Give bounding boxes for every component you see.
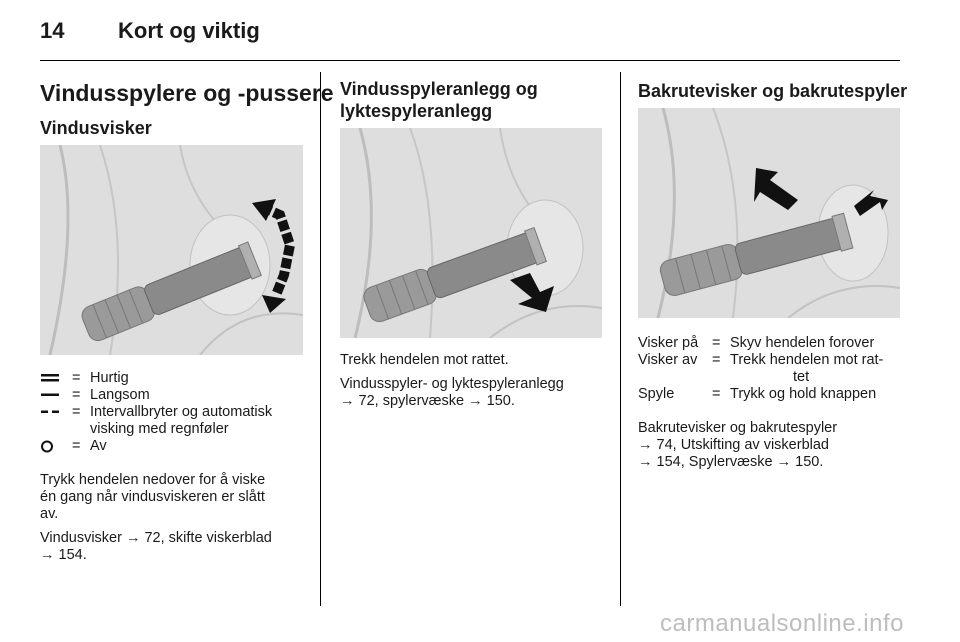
table-row bbox=[638, 352, 900, 386]
table-key: Visker på bbox=[638, 335, 699, 351]
cross-reference: → 154, Spylervæske → 150. bbox=[638, 454, 824, 470]
table-value: Skyv hendelen forover bbox=[730, 335, 875, 351]
cross-reference: Vindusvisker → 72, skifte viskerblad bbox=[40, 530, 272, 546]
paragraph-line: Trykk hendelen nedover for å viske bbox=[40, 472, 266, 488]
section-title: Vindusspyleranlegg og bbox=[340, 79, 538, 99]
legend-row bbox=[40, 438, 310, 455]
paragraph-line: Trekk hendelen mot rattet. bbox=[340, 352, 509, 368]
dashed-line-icon bbox=[40, 406, 62, 418]
table-eq: = bbox=[712, 352, 721, 368]
legend-eq: = bbox=[72, 404, 81, 420]
double-line-icon bbox=[40, 372, 62, 384]
legend-value: Av bbox=[90, 438, 107, 454]
table-row bbox=[638, 386, 900, 403]
table-eq: = bbox=[712, 386, 721, 402]
table-key: Spyle bbox=[638, 386, 675, 402]
cross-reference: Vindusspyler- og lyktespyleranlegg bbox=[340, 376, 564, 392]
legend-value: Hurtig bbox=[90, 370, 129, 386]
header-rule bbox=[40, 60, 900, 61]
legend-value: visking med regnføler bbox=[90, 421, 229, 437]
paragraph-line: av. bbox=[40, 506, 59, 522]
legend-row bbox=[40, 370, 310, 387]
table-row bbox=[638, 335, 900, 352]
watermark: carmanualsonline.info bbox=[660, 610, 904, 637]
legend-eq: = bbox=[72, 370, 81, 386]
page-number: 14 bbox=[40, 18, 65, 43]
legend-value: Langsom bbox=[90, 387, 150, 403]
table-key: Visker av bbox=[638, 352, 698, 368]
legend-eq: = bbox=[72, 438, 81, 454]
legend-row bbox=[40, 387, 310, 404]
cross-reference: Bakrutevisker og bakrutespyler bbox=[638, 420, 838, 436]
cross-reference: → 74, Utskifting av viskerblad bbox=[638, 437, 829, 453]
section-title: lyktespyleranlegg bbox=[340, 101, 493, 121]
table-value: Trekk hendelen mot rat- bbox=[730, 352, 884, 368]
column-divider bbox=[320, 72, 321, 606]
table-value: Trykk og hold knappen bbox=[730, 386, 877, 402]
cross-reference: → 154. bbox=[40, 547, 87, 563]
section-title: Vindusspylere og -pussere bbox=[40, 80, 334, 106]
washer-lever-illustration bbox=[340, 128, 602, 338]
table-eq: = bbox=[712, 335, 721, 351]
rear-wiper-illustration bbox=[638, 108, 900, 318]
cross-reference: → 72, spylervæske → 150. bbox=[340, 393, 515, 409]
column-divider bbox=[620, 72, 621, 606]
chapter-title: Kort og viktig bbox=[118, 18, 260, 43]
single-line-icon bbox=[40, 389, 62, 401]
legend-eq: = bbox=[72, 387, 81, 403]
circle-off-icon bbox=[40, 440, 62, 454]
section-title: Bakrutevisker og bakrutespyler bbox=[638, 81, 908, 101]
section-subtitle: Vindusvisker bbox=[40, 118, 152, 138]
legend-value: Intervallbryter og automatisk bbox=[90, 404, 273, 420]
wiper-lever-illustration bbox=[40, 145, 303, 355]
legend-row bbox=[40, 404, 310, 438]
paragraph-line: én gang når vindusviskeren er slått bbox=[40, 489, 265, 505]
table-value: tet bbox=[793, 369, 810, 385]
